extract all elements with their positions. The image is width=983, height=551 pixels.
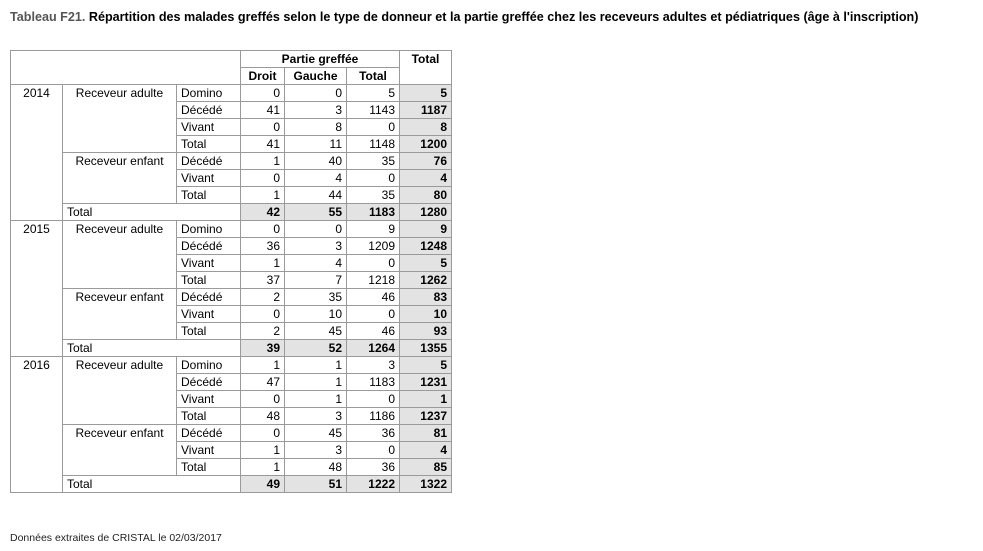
droit-cell: 1 bbox=[241, 357, 285, 374]
year-total-gauche: 55 bbox=[285, 204, 347, 221]
year-total-gauche: 51 bbox=[285, 476, 347, 493]
gauche-cell: 44 bbox=[285, 187, 347, 204]
donor-type-cell: Total bbox=[177, 459, 241, 476]
header-droit: Droit bbox=[241, 68, 285, 85]
gauche-cell: 3 bbox=[285, 238, 347, 255]
subtotal-cell: 0 bbox=[347, 442, 400, 459]
donor-type-cell: Vivant bbox=[177, 391, 241, 408]
header-partie-greffee: Partie greffée bbox=[241, 51, 400, 68]
grand-total-cell: 5 bbox=[400, 85, 452, 102]
droit-cell: 1 bbox=[241, 442, 285, 459]
grand-total-cell: 80 bbox=[400, 187, 452, 204]
gauche-cell: 45 bbox=[285, 425, 347, 442]
table-title-prefix: Tableau F21. bbox=[10, 10, 86, 24]
grand-total-cell: 1231 bbox=[400, 374, 452, 391]
year-total-grand: 1322 bbox=[400, 476, 452, 493]
gauche-cell: 3 bbox=[285, 102, 347, 119]
donor-type-cell: Décédé bbox=[177, 238, 241, 255]
subtotal-cell: 9 bbox=[347, 221, 400, 238]
recipient-type-cell: Receveur adulte bbox=[63, 357, 177, 425]
subtotal-cell: 0 bbox=[347, 391, 400, 408]
droit-cell: 48 bbox=[241, 408, 285, 425]
donor-type-cell: Vivant bbox=[177, 442, 241, 459]
donor-type-cell: Décédé bbox=[177, 102, 241, 119]
droit-cell: 41 bbox=[241, 102, 285, 119]
header-total: Total bbox=[400, 51, 452, 85]
recipient-type-cell: Receveur enfant bbox=[63, 153, 177, 204]
gauche-cell: 45 bbox=[285, 323, 347, 340]
year-total-label: Total bbox=[63, 204, 241, 221]
recipient-type-cell: Receveur adulte bbox=[63, 221, 177, 289]
year-cell: 2015 bbox=[11, 221, 63, 357]
header-corner bbox=[11, 51, 241, 85]
subtotal-cell: 0 bbox=[347, 255, 400, 272]
table-row bbox=[11, 85, 452, 102]
donor-type-cell: Vivant bbox=[177, 170, 241, 187]
subtotal-cell: 46 bbox=[347, 323, 400, 340]
grand-total-cell: 1237 bbox=[400, 408, 452, 425]
gauche-cell: 3 bbox=[285, 408, 347, 425]
grand-total-cell: 85 bbox=[400, 459, 452, 476]
droit-cell: 1 bbox=[241, 153, 285, 170]
donor-type-cell: Décédé bbox=[177, 153, 241, 170]
grand-total-cell: 4 bbox=[400, 442, 452, 459]
grand-total-cell: 81 bbox=[400, 425, 452, 442]
droit-cell: 41 bbox=[241, 136, 285, 153]
droit-cell: 2 bbox=[241, 323, 285, 340]
table-row bbox=[11, 289, 452, 306]
recipient-type-cell: Receveur enfant bbox=[63, 289, 177, 340]
droit-cell: 37 bbox=[241, 272, 285, 289]
gauche-cell: 1 bbox=[285, 391, 347, 408]
year-total-subtotal: 1183 bbox=[347, 204, 400, 221]
gauche-cell: 8 bbox=[285, 119, 347, 136]
droit-cell: 1 bbox=[241, 255, 285, 272]
year-cell: 2016 bbox=[11, 357, 63, 493]
subtotal-cell: 0 bbox=[347, 306, 400, 323]
subtotal-cell: 35 bbox=[347, 187, 400, 204]
table-row bbox=[11, 425, 452, 442]
gauche-cell: 48 bbox=[285, 459, 347, 476]
grand-total-cell: 76 bbox=[400, 153, 452, 170]
subtotal-cell: 35 bbox=[347, 153, 400, 170]
table-body bbox=[11, 85, 452, 493]
donor-type-cell: Vivant bbox=[177, 119, 241, 136]
grand-total-cell: 83 bbox=[400, 289, 452, 306]
donor-type-cell: Vivant bbox=[177, 255, 241, 272]
subtotal-cell: 46 bbox=[347, 289, 400, 306]
grand-total-cell: 4 bbox=[400, 170, 452, 187]
gauche-cell: 0 bbox=[285, 221, 347, 238]
table-row bbox=[11, 357, 452, 374]
grand-total-cell: 1200 bbox=[400, 136, 452, 153]
donor-type-cell: Décédé bbox=[177, 374, 241, 391]
gauche-cell: 10 bbox=[285, 306, 347, 323]
gauche-cell: 1 bbox=[285, 374, 347, 391]
header-sub-total: Total bbox=[347, 68, 400, 85]
droit-cell: 0 bbox=[241, 85, 285, 102]
grand-total-cell: 8 bbox=[400, 119, 452, 136]
grand-total-cell: 1262 bbox=[400, 272, 452, 289]
donor-type-cell: Total bbox=[177, 323, 241, 340]
subtotal-cell: 1209 bbox=[347, 238, 400, 255]
donor-type-cell: Total bbox=[177, 408, 241, 425]
subtotal-cell: 3 bbox=[347, 357, 400, 374]
droit-cell: 36 bbox=[241, 238, 285, 255]
gauche-cell: 1 bbox=[285, 357, 347, 374]
gauche-cell: 35 bbox=[285, 289, 347, 306]
table-row bbox=[11, 221, 452, 238]
subtotal-cell: 1148 bbox=[347, 136, 400, 153]
donor-type-cell: Domino bbox=[177, 357, 241, 374]
year-total-droit: 42 bbox=[241, 204, 285, 221]
subtotal-cell: 1186 bbox=[347, 408, 400, 425]
year-total-subtotal: 1264 bbox=[347, 340, 400, 357]
gauche-cell: 4 bbox=[285, 170, 347, 187]
donor-type-cell: Domino bbox=[177, 221, 241, 238]
grand-total-cell: 93 bbox=[400, 323, 452, 340]
gauche-cell: 4 bbox=[285, 255, 347, 272]
year-total-label: Total bbox=[63, 476, 241, 493]
donor-type-cell: Total bbox=[177, 136, 241, 153]
grand-total-cell: 10 bbox=[400, 306, 452, 323]
grand-total-cell: 1187 bbox=[400, 102, 452, 119]
subtotal-cell: 36 bbox=[347, 459, 400, 476]
donor-type-cell: Total bbox=[177, 272, 241, 289]
year-total-subtotal: 1222 bbox=[347, 476, 400, 493]
gauche-cell: 11 bbox=[285, 136, 347, 153]
table-row bbox=[11, 153, 452, 170]
recipient-type-cell: Receveur enfant bbox=[63, 425, 177, 476]
year-cell: 2014 bbox=[11, 85, 63, 221]
donor-type-cell: Vivant bbox=[177, 306, 241, 323]
year-total-grand: 1355 bbox=[400, 340, 452, 357]
subtotal-cell: 1218 bbox=[347, 272, 400, 289]
droit-cell: 0 bbox=[241, 391, 285, 408]
grafts-table bbox=[10, 50, 452, 493]
grand-total-cell: 1248 bbox=[400, 238, 452, 255]
year-total-label: Total bbox=[63, 340, 241, 357]
donor-type-cell: Total bbox=[177, 187, 241, 204]
subtotal-cell: 0 bbox=[347, 170, 400, 187]
droit-cell: 0 bbox=[241, 119, 285, 136]
year-total-row bbox=[11, 476, 452, 493]
gauche-cell: 7 bbox=[285, 272, 347, 289]
gauche-cell: 0 bbox=[285, 85, 347, 102]
subtotal-cell: 0 bbox=[347, 119, 400, 136]
donor-type-cell: Décédé bbox=[177, 425, 241, 442]
year-total-grand: 1280 bbox=[400, 204, 452, 221]
droit-cell: 47 bbox=[241, 374, 285, 391]
subtotal-cell: 5 bbox=[347, 85, 400, 102]
header-gauche: Gauche bbox=[285, 68, 347, 85]
gauche-cell: 40 bbox=[285, 153, 347, 170]
subtotal-cell: 36 bbox=[347, 425, 400, 442]
droit-cell: 2 bbox=[241, 289, 285, 306]
footer-note: Données extraites de CRISTAL le 02/03/2017 bbox=[10, 532, 222, 544]
year-total-droit: 39 bbox=[241, 340, 285, 357]
droit-cell: 1 bbox=[241, 459, 285, 476]
droit-cell: 0 bbox=[241, 170, 285, 187]
droit-cell: 0 bbox=[241, 221, 285, 238]
recipient-type-cell: Receveur adulte bbox=[63, 85, 177, 153]
droit-cell: 0 bbox=[241, 425, 285, 442]
year-total-row bbox=[11, 340, 452, 357]
year-total-row bbox=[11, 204, 452, 221]
droit-cell: 1 bbox=[241, 187, 285, 204]
grand-total-cell: 1 bbox=[400, 391, 452, 408]
donor-type-cell: Domino bbox=[177, 85, 241, 102]
subtotal-cell: 1183 bbox=[347, 374, 400, 391]
grand-total-cell: 5 bbox=[400, 255, 452, 272]
donor-type-cell: Décédé bbox=[177, 289, 241, 306]
table-title bbox=[10, 9, 969, 25]
table-title-text: Répartition des malades greffés selon le type de donneur et la partie greffée chez les receveurs adultes et pédiatriques (âge à l'inscription) bbox=[88, 10, 919, 24]
droit-cell: 0 bbox=[241, 306, 285, 323]
header-row-1 bbox=[11, 51, 452, 68]
subtotal-cell: 1143 bbox=[347, 102, 400, 119]
year-total-droit: 49 bbox=[241, 476, 285, 493]
gauche-cell: 3 bbox=[285, 442, 347, 459]
grand-total-cell: 5 bbox=[400, 357, 452, 374]
grand-total-cell: 9 bbox=[400, 221, 452, 238]
year-total-gauche: 52 bbox=[285, 340, 347, 357]
